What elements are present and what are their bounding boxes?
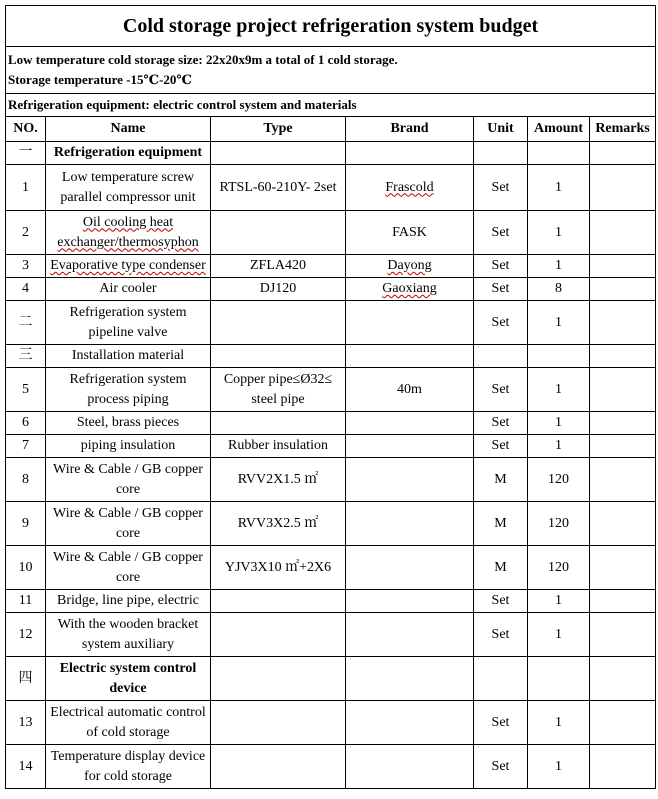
cell-amount	[528, 657, 590, 701]
cell-name	[46, 255, 211, 278]
cell-brand	[346, 142, 474, 165]
cell-unit	[474, 412, 528, 435]
cell-name	[46, 546, 211, 590]
cell-type-text: RVV3X2.5 ㎡	[237, 515, 319, 531]
cell-brand	[346, 412, 474, 435]
cell-remarks	[590, 613, 656, 657]
cell-amount-text: 1	[555, 314, 562, 330]
cell-type	[211, 458, 346, 502]
cell-no-text: 3	[22, 258, 29, 273]
cell-amount	[528, 301, 590, 345]
cell-type	[211, 211, 346, 255]
column-header-remarks: Remarks	[590, 117, 656, 142]
cell-type	[211, 502, 346, 546]
cell-amount	[528, 590, 590, 613]
cell-remarks	[590, 502, 656, 546]
cell-brand-text: 40m	[397, 381, 422, 397]
cell-type	[211, 590, 346, 613]
cell-no-text: 三	[18, 348, 33, 363]
cell-unit-text: Set	[491, 593, 510, 608]
cell-name	[46, 412, 211, 435]
cell-name	[46, 613, 211, 657]
cell-name	[46, 142, 211, 165]
cell-remarks	[590, 590, 656, 613]
cell-name	[46, 435, 211, 458]
cell-unit-text: Set	[491, 224, 510, 240]
cell-name-text: Evaporative type condenser	[50, 258, 206, 273]
cell-no	[6, 368, 46, 412]
cell-amount-text: 120	[548, 515, 569, 531]
cell-amount-text: 1	[555, 415, 562, 430]
cell-brand-text: Gaoxiang	[382, 281, 437, 296]
table-row	[6, 502, 656, 546]
cell-brand	[346, 458, 474, 502]
cell-type	[211, 301, 346, 345]
cell-name-text: Temperature display device for cold storage	[50, 748, 206, 784]
budget-table	[5, 5, 656, 789]
cell-type	[211, 435, 346, 458]
cell-unit	[474, 142, 528, 165]
cell-no	[6, 255, 46, 278]
cell-unit	[474, 345, 528, 368]
cell-brand	[346, 255, 474, 278]
cell-name	[46, 368, 211, 412]
cell-type	[211, 255, 346, 278]
table-row	[6, 590, 656, 613]
cell-remarks	[590, 368, 656, 412]
cell-remarks	[590, 458, 656, 502]
cell-type-text: Copper pipe≤Ø32≤ steel pipe	[223, 371, 333, 407]
cell-type	[211, 412, 346, 435]
document-title: Cold storage project refrigeration system budget	[6, 6, 656, 47]
cell-brand	[346, 701, 474, 745]
cell-no-text: 12	[18, 626, 33, 642]
table-row	[6, 435, 656, 458]
cell-brand	[346, 613, 474, 657]
table-row	[6, 211, 656, 255]
cell-no-text: 2	[22, 224, 29, 240]
cell-brand	[346, 278, 474, 301]
cell-type	[211, 142, 346, 165]
cell-brand	[346, 368, 474, 412]
cell-amount	[528, 613, 590, 657]
table-row	[6, 546, 656, 590]
cell-no	[6, 657, 46, 701]
cell-name-text: Refrigeration system pipeline valve	[69, 304, 187, 340]
storage-temperature-text: Storage temperature -15℃-20℃	[8, 72, 192, 87]
cell-brand	[346, 301, 474, 345]
cell-brand-text: Dayong	[387, 258, 432, 273]
cell-amount	[528, 458, 590, 502]
cell-amount-text: 1	[555, 758, 562, 774]
cell-no	[6, 345, 46, 368]
table-row	[6, 165, 656, 211]
cell-unit	[474, 211, 528, 255]
cell-no	[6, 613, 46, 657]
cell-name-text: Low temperature screw parallel compressor unit	[60, 169, 196, 205]
cell-no-text: 13	[18, 714, 33, 730]
cell-type-text: DJ120	[259, 281, 297, 296]
cell-no-text: 1	[22, 179, 29, 195]
cell-unit	[474, 701, 528, 745]
cell-type	[211, 345, 346, 368]
table-row	[6, 745, 656, 789]
storage-size-text: Low temperature cold storage size: 22x20x9m a total of 1 cold storage.	[8, 52, 398, 67]
cell-type	[211, 745, 346, 789]
cell-unit	[474, 435, 528, 458]
cell-brand	[346, 165, 474, 211]
cell-name-text: Installation material	[71, 348, 185, 363]
cell-brand	[346, 345, 474, 368]
cell-unit	[474, 546, 528, 590]
table-row	[6, 142, 656, 165]
cell-name	[46, 345, 211, 368]
table-row	[6, 278, 656, 301]
cell-name-text: Wire & Cable / GB copper core	[53, 505, 203, 541]
cell-amount	[528, 412, 590, 435]
cell-amount	[528, 278, 590, 301]
column-header-name: Name	[46, 117, 211, 142]
cell-unit-text: Set	[491, 626, 510, 642]
cell-amount	[528, 502, 590, 546]
cell-type-text: YJV3X10 ㎡+2X6	[224, 559, 332, 575]
table-row	[6, 613, 656, 657]
cell-amount	[528, 165, 590, 211]
cell-no-text: 6	[22, 415, 29, 430]
cell-name-text: Refrigeration equipment	[53, 145, 203, 160]
cell-amount-text: 1	[555, 714, 562, 730]
cell-remarks	[590, 211, 656, 255]
cell-type	[211, 278, 346, 301]
cell-name	[46, 657, 211, 701]
cell-no-text: 11	[18, 593, 33, 608]
cell-unit	[474, 458, 528, 502]
cell-no	[6, 701, 46, 745]
cell-amount	[528, 546, 590, 590]
cell-name	[46, 211, 211, 255]
cell-amount	[528, 142, 590, 165]
cell-remarks	[590, 546, 656, 590]
cell-unit	[474, 368, 528, 412]
cell-name-text: Bridge, line pipe, electric	[57, 593, 199, 608]
cell-name-text: Electrical automatic control of cold storage	[50, 704, 206, 740]
cell-type-text: RVV2X1.5 ㎡	[237, 471, 319, 487]
cell-unit-text: Set	[491, 415, 510, 430]
cell-name-text: Oil cooling heat exchanger/thermosyphon	[57, 214, 199, 250]
table-row	[6, 701, 656, 745]
cell-amount-text: 1	[555, 381, 562, 397]
cell-type-text: ZFLA420	[250, 258, 306, 273]
cell-brand	[346, 745, 474, 789]
cell-remarks	[590, 345, 656, 368]
cell-unit-text: M	[494, 559, 507, 575]
cell-no	[6, 301, 46, 345]
cell-no	[6, 458, 46, 502]
cell-amount	[528, 211, 590, 255]
table-row	[6, 368, 656, 412]
cell-amount-text: 120	[548, 471, 569, 487]
cell-amount-text: 8	[555, 281, 562, 296]
cell-unit	[474, 255, 528, 278]
cell-type-text: Rubber insulation	[228, 438, 328, 453]
cell-name	[46, 590, 211, 613]
cell-unit-text: Set	[491, 381, 510, 397]
cell-amount-text: 1	[555, 258, 562, 273]
cell-name	[46, 745, 211, 789]
cell-remarks	[590, 412, 656, 435]
cell-no	[6, 546, 46, 590]
cell-no	[6, 502, 46, 546]
cell-type	[211, 546, 346, 590]
column-header-amount: Amount	[528, 117, 590, 142]
cell-type	[211, 701, 346, 745]
cell-amount-text: 1	[555, 593, 562, 608]
cell-no-text: 四	[18, 670, 33, 686]
column-header-row	[6, 117, 656, 142]
cell-remarks	[590, 278, 656, 301]
cell-name-text: Wire & Cable / GB copper core	[53, 549, 203, 585]
cell-unit-text: M	[494, 515, 507, 531]
cell-name-text: Wire & Cable / GB copper core	[53, 461, 203, 497]
cell-no	[6, 165, 46, 211]
cell-no	[6, 745, 46, 789]
cell-remarks	[590, 657, 656, 701]
cell-amount	[528, 345, 590, 368]
cell-amount-text: 120	[548, 559, 569, 575]
cell-remarks	[590, 255, 656, 278]
cell-brand-text: FASK	[392, 224, 427, 240]
cell-no	[6, 278, 46, 301]
cell-unit-text: Set	[491, 281, 510, 296]
cell-unit	[474, 613, 528, 657]
cell-unit-text: Set	[491, 714, 510, 730]
cell-remarks	[590, 142, 656, 165]
column-header-brand: Brand	[346, 117, 474, 142]
cell-unit	[474, 278, 528, 301]
cell-name	[46, 701, 211, 745]
cell-remarks	[590, 165, 656, 211]
cell-name	[46, 165, 211, 211]
cell-unit	[474, 657, 528, 701]
cell-unit-text: Set	[491, 258, 510, 273]
cell-brand-text: Frascold	[385, 179, 434, 195]
cell-no-text: 8	[22, 471, 29, 487]
table-row	[6, 458, 656, 502]
cell-name-text: piping insulation	[80, 438, 176, 453]
cell-no-text: 7	[22, 438, 29, 453]
cell-no-text: 5	[22, 381, 29, 397]
cell-unit	[474, 301, 528, 345]
cell-name-text: With the wooden bracket system auxiliary	[57, 616, 199, 652]
storage-info	[6, 47, 656, 94]
table-row	[6, 657, 656, 701]
cell-remarks	[590, 745, 656, 789]
cell-no-text: 14	[18, 758, 33, 774]
cell-type-text: RTSL-60-210Y- 2set	[219, 179, 337, 195]
cell-unit	[474, 590, 528, 613]
cell-unit-text: Set	[491, 314, 510, 330]
cell-remarks	[590, 301, 656, 345]
cell-amount	[528, 745, 590, 789]
cell-no-text: 10	[18, 559, 33, 575]
cell-amount	[528, 701, 590, 745]
cell-unit-text: M	[494, 471, 507, 487]
column-header-unit: Unit	[474, 117, 528, 142]
cell-brand	[346, 546, 474, 590]
cell-unit	[474, 165, 528, 211]
table-row	[6, 301, 656, 345]
cell-no-text: 一	[18, 145, 33, 160]
cell-no	[6, 412, 46, 435]
cell-no	[6, 435, 46, 458]
cell-no-text: 二	[18, 314, 33, 330]
cell-name	[46, 458, 211, 502]
cell-amount-text: 1	[555, 626, 562, 642]
column-header-no: NO.	[6, 117, 46, 142]
section-subheader: Refrigeration equipment: electric control system and materials	[6, 94, 656, 117]
cell-name-text: Steel, brass pieces	[76, 415, 180, 430]
cell-type	[211, 165, 346, 211]
cell-no-text: 9	[22, 515, 29, 531]
cell-name	[46, 278, 211, 301]
table-row	[6, 412, 656, 435]
cell-type	[211, 613, 346, 657]
cell-amount	[528, 255, 590, 278]
cell-unit-text: Set	[491, 179, 510, 195]
cell-unit	[474, 502, 528, 546]
cell-no	[6, 211, 46, 255]
cell-brand	[346, 590, 474, 613]
cell-unit-text: Set	[491, 758, 510, 774]
cell-name-text: Electric system control device	[59, 660, 197, 696]
cell-no	[6, 590, 46, 613]
cell-unit-text: Set	[491, 438, 510, 453]
column-header-type: Type	[211, 117, 346, 142]
cell-name	[46, 301, 211, 345]
cell-type	[211, 368, 346, 412]
cell-name-text: Refrigeration system process piping	[69, 371, 187, 407]
cell-amount-text: 1	[555, 179, 562, 195]
cell-no	[6, 142, 46, 165]
table-row	[6, 255, 656, 278]
cell-brand	[346, 502, 474, 546]
cell-name	[46, 502, 211, 546]
cell-amount-text: 1	[555, 438, 562, 453]
cell-remarks	[590, 701, 656, 745]
table-row	[6, 345, 656, 368]
cell-remarks	[590, 435, 656, 458]
cell-brand	[346, 211, 474, 255]
cell-unit	[474, 745, 528, 789]
cell-amount	[528, 368, 590, 412]
cell-brand	[346, 435, 474, 458]
cell-no-text: 4	[22, 281, 29, 296]
cell-brand	[346, 657, 474, 701]
cell-name-text: Air cooler	[99, 281, 157, 296]
cell-amount-text: 1	[555, 224, 562, 240]
cell-amount	[528, 435, 590, 458]
cell-type	[211, 657, 346, 701]
